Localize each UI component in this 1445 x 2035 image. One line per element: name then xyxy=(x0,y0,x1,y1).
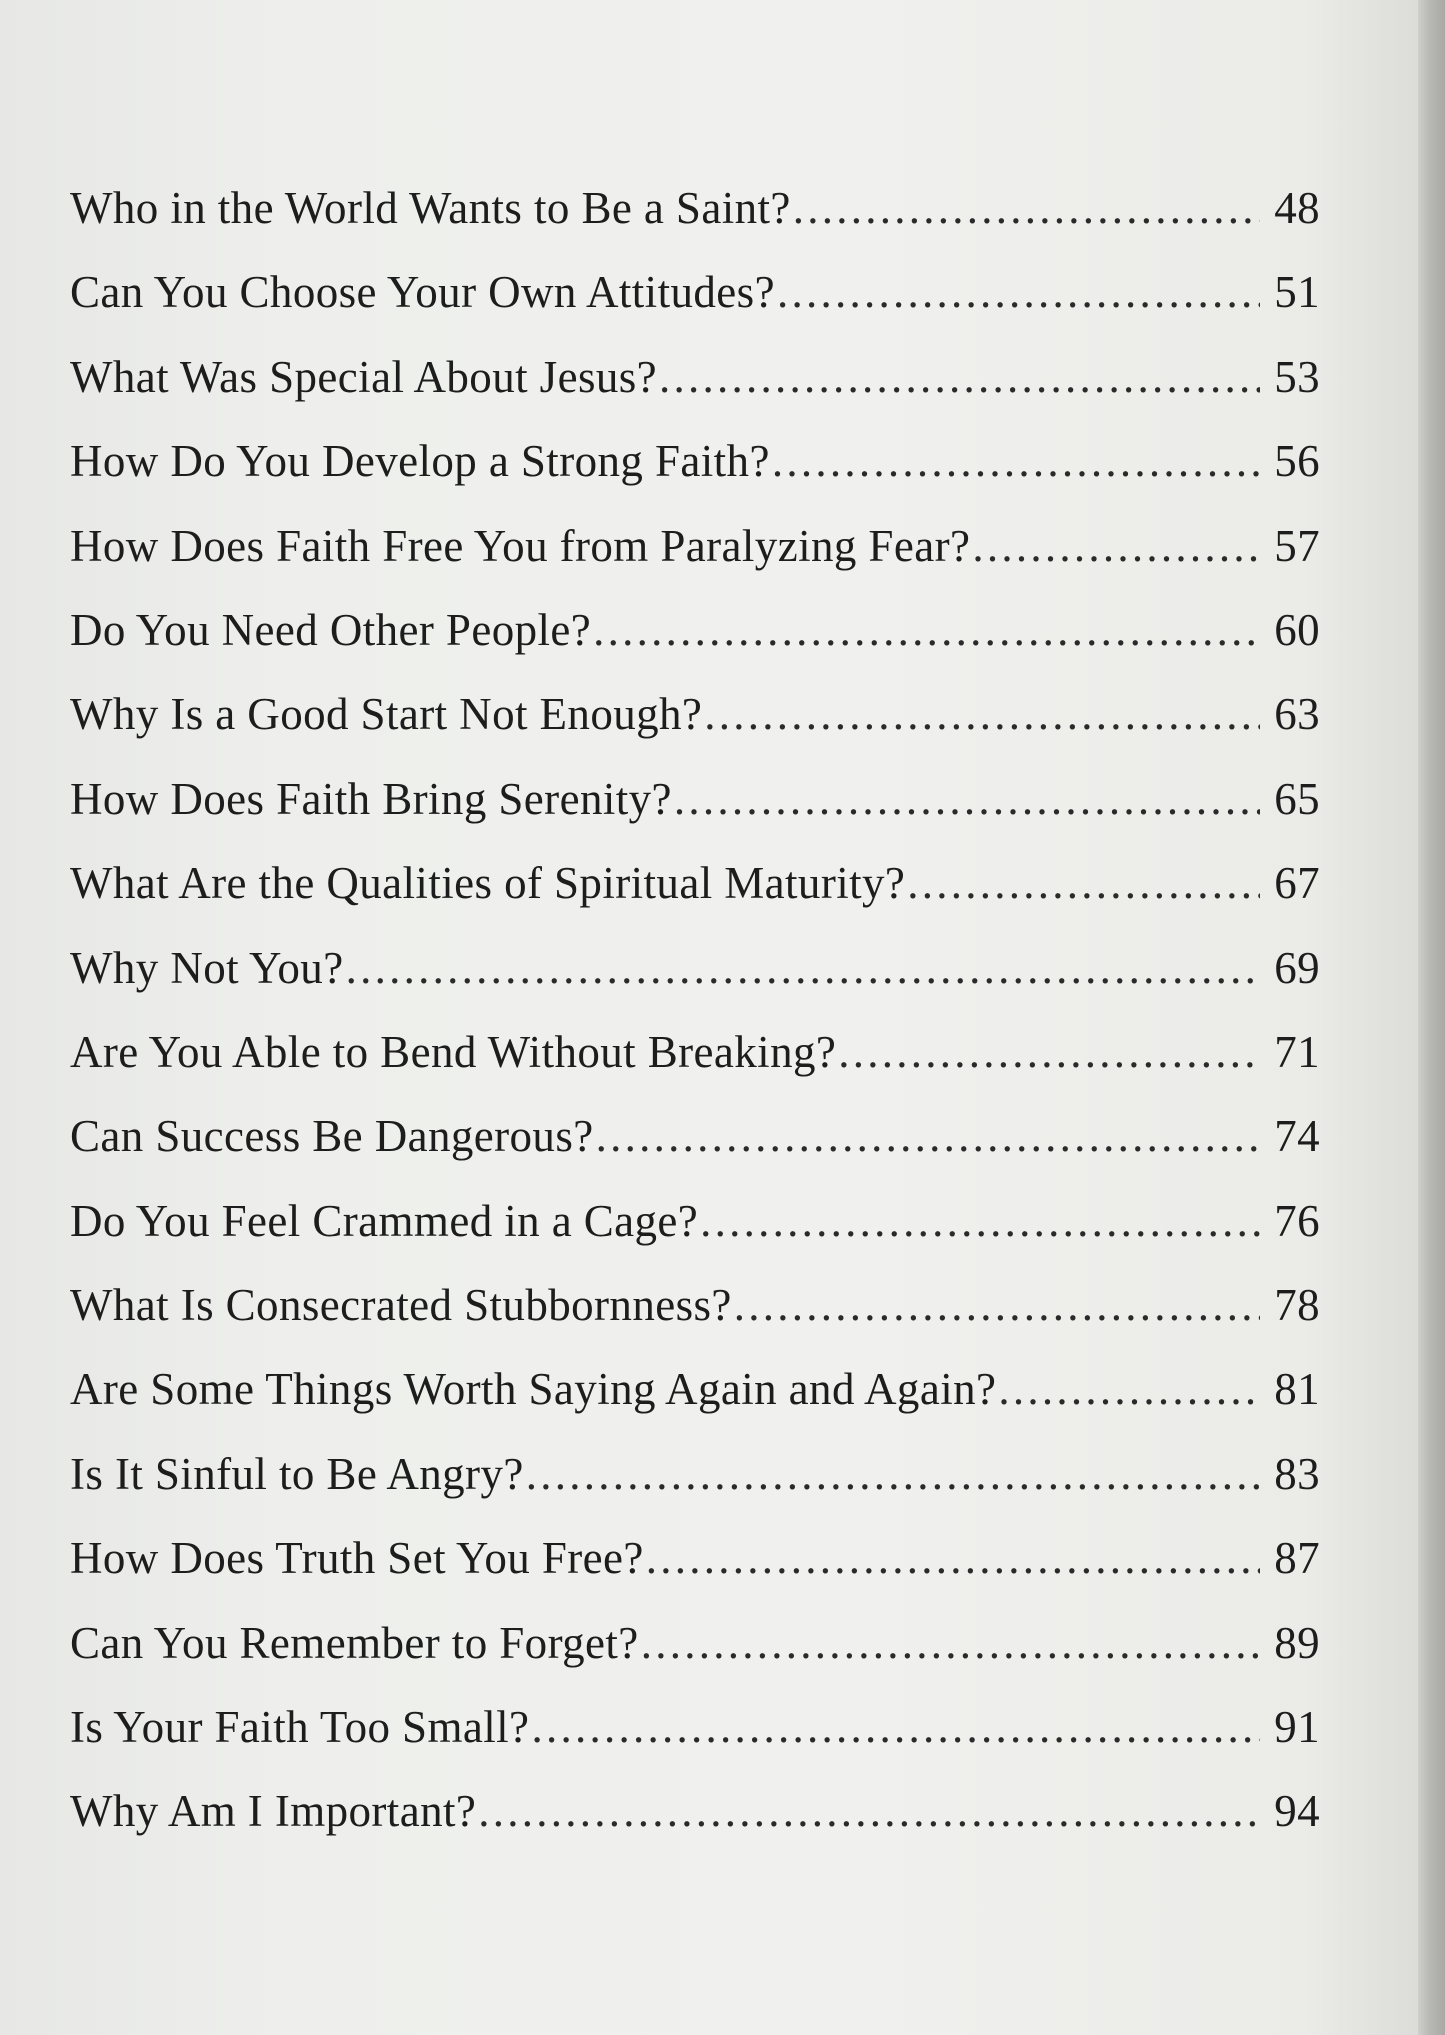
toc-entry-title: How Does Faith Free You from Paralyzing Fear? xyxy=(70,520,971,571)
toc-entry xyxy=(70,1279,1320,1363)
dot-leader xyxy=(704,688,1260,740)
toc-entry-title: Who in the World Wants to Be a Saint? xyxy=(70,183,791,233)
toc-entry-page: 83 xyxy=(1274,1448,1320,1499)
toc-entry xyxy=(70,688,1320,772)
toc-entry-title: What Was Special About Jesus? xyxy=(70,351,658,402)
toc-entry-title: Why Not You? xyxy=(70,942,344,993)
dot-leader xyxy=(674,773,1260,825)
toc-entry-page: 67 xyxy=(1274,858,1320,909)
toc-entry xyxy=(70,266,1320,350)
toc-entry-page: 63 xyxy=(1274,689,1320,740)
toc-entry-page: 91 xyxy=(1274,1702,1320,1753)
toc-entry-page: 69 xyxy=(1274,942,1320,993)
dot-leader xyxy=(659,351,1260,403)
dot-leader xyxy=(478,1785,1260,1837)
toc-entry-title: Are Some Things Worth Saying Again and Again? xyxy=(70,1364,997,1415)
dot-leader xyxy=(998,1363,1260,1415)
toc-entry-page: 87 xyxy=(1274,1533,1320,1584)
dot-leader xyxy=(838,1026,1260,1078)
toc-entry-title: Do You Need Other People? xyxy=(70,604,592,655)
dot-leader xyxy=(772,435,1260,487)
dot-leader xyxy=(531,1701,1260,1753)
toc-entry-title: Is Your Faith Too Small? xyxy=(70,1702,530,1753)
toc-entry-page: 56 xyxy=(1274,436,1320,487)
toc-entry-title: How Does Truth Set You Free? xyxy=(70,1533,644,1584)
toc-entry xyxy=(70,351,1320,435)
toc-entry-title: Do You Feel Crammed in a Cage? xyxy=(70,1195,699,1246)
toc-entry-title: What Is Consecrated Stubbornness? xyxy=(70,1280,732,1331)
toc-entry xyxy=(70,435,1320,519)
toc-entry xyxy=(70,1532,1320,1616)
dot-leader xyxy=(596,1110,1260,1162)
toc-entry-page: 89 xyxy=(1274,1617,1320,1668)
toc-entry xyxy=(70,1448,1320,1532)
dot-leader xyxy=(641,1617,1260,1669)
toc-entry-page: 60 xyxy=(1274,604,1320,655)
toc-entry-page: 76 xyxy=(1274,1195,1320,1246)
toc-entry-page: 48 xyxy=(1274,183,1320,233)
toc-entry-title: Are You Able to Bend Without Breaking? xyxy=(70,1026,837,1077)
toc-entry-page: 71 xyxy=(1274,1026,1320,1077)
dot-leader xyxy=(526,1448,1260,1500)
toc-entry-page: 81 xyxy=(1274,1364,1320,1415)
toc-entry-title: How Do You Develop a Strong Faith? xyxy=(70,436,770,487)
dot-leader xyxy=(734,1279,1260,1331)
dot-leader xyxy=(646,1532,1260,1584)
dot-leader xyxy=(793,182,1260,234)
toc-entry-page: 53 xyxy=(1274,351,1320,402)
toc-entry xyxy=(70,1363,1320,1447)
toc-entry-page: 57 xyxy=(1274,520,1320,571)
table-of-contents xyxy=(70,182,1320,1870)
toc-entry-page: 94 xyxy=(1274,1786,1320,1837)
toc-entry xyxy=(70,182,1320,266)
toc-entry-title: How Does Faith Bring Serenity? xyxy=(70,773,672,824)
toc-entry-page: 74 xyxy=(1274,1111,1320,1162)
toc-entry xyxy=(70,773,1320,857)
toc-entry xyxy=(70,1110,1320,1194)
dot-leader xyxy=(593,604,1260,656)
toc-entry-title: Why Am I Important? xyxy=(70,1786,477,1837)
dot-leader xyxy=(346,942,1260,994)
dot-leader xyxy=(700,1195,1260,1247)
toc-entry-title: Can You Choose Your Own Attitudes? xyxy=(70,267,775,318)
toc-entry xyxy=(70,942,1320,1026)
toc-entry xyxy=(70,857,1320,941)
toc-entry xyxy=(70,1026,1320,1110)
toc-entry-title: Is It Sinful to Be Angry? xyxy=(70,1448,524,1499)
dot-leader xyxy=(777,266,1260,318)
toc-entry-page: 51 xyxy=(1274,267,1320,318)
toc-entry xyxy=(70,1701,1320,1785)
dot-leader xyxy=(972,520,1260,572)
toc-entry-title: Can You Remember to Forget? xyxy=(70,1617,639,1668)
toc-entry xyxy=(70,1195,1320,1279)
toc-entry xyxy=(70,1617,1320,1701)
toc-entry-title: What Are the Qualities of Spiritual Maturity? xyxy=(70,858,906,909)
page-edge-shadow xyxy=(1418,0,1445,2035)
dot-leader xyxy=(907,857,1260,909)
toc-entry-page: 78 xyxy=(1274,1280,1320,1331)
toc-entry-title: Can Success Be Dangerous? xyxy=(70,1111,594,1162)
toc-entry xyxy=(70,1785,1320,1869)
toc-entry-title: Why Is a Good Start Not Enough? xyxy=(70,689,703,740)
toc-entry xyxy=(70,604,1320,688)
toc-entry xyxy=(70,520,1320,604)
toc-entry-page: 65 xyxy=(1274,773,1320,824)
